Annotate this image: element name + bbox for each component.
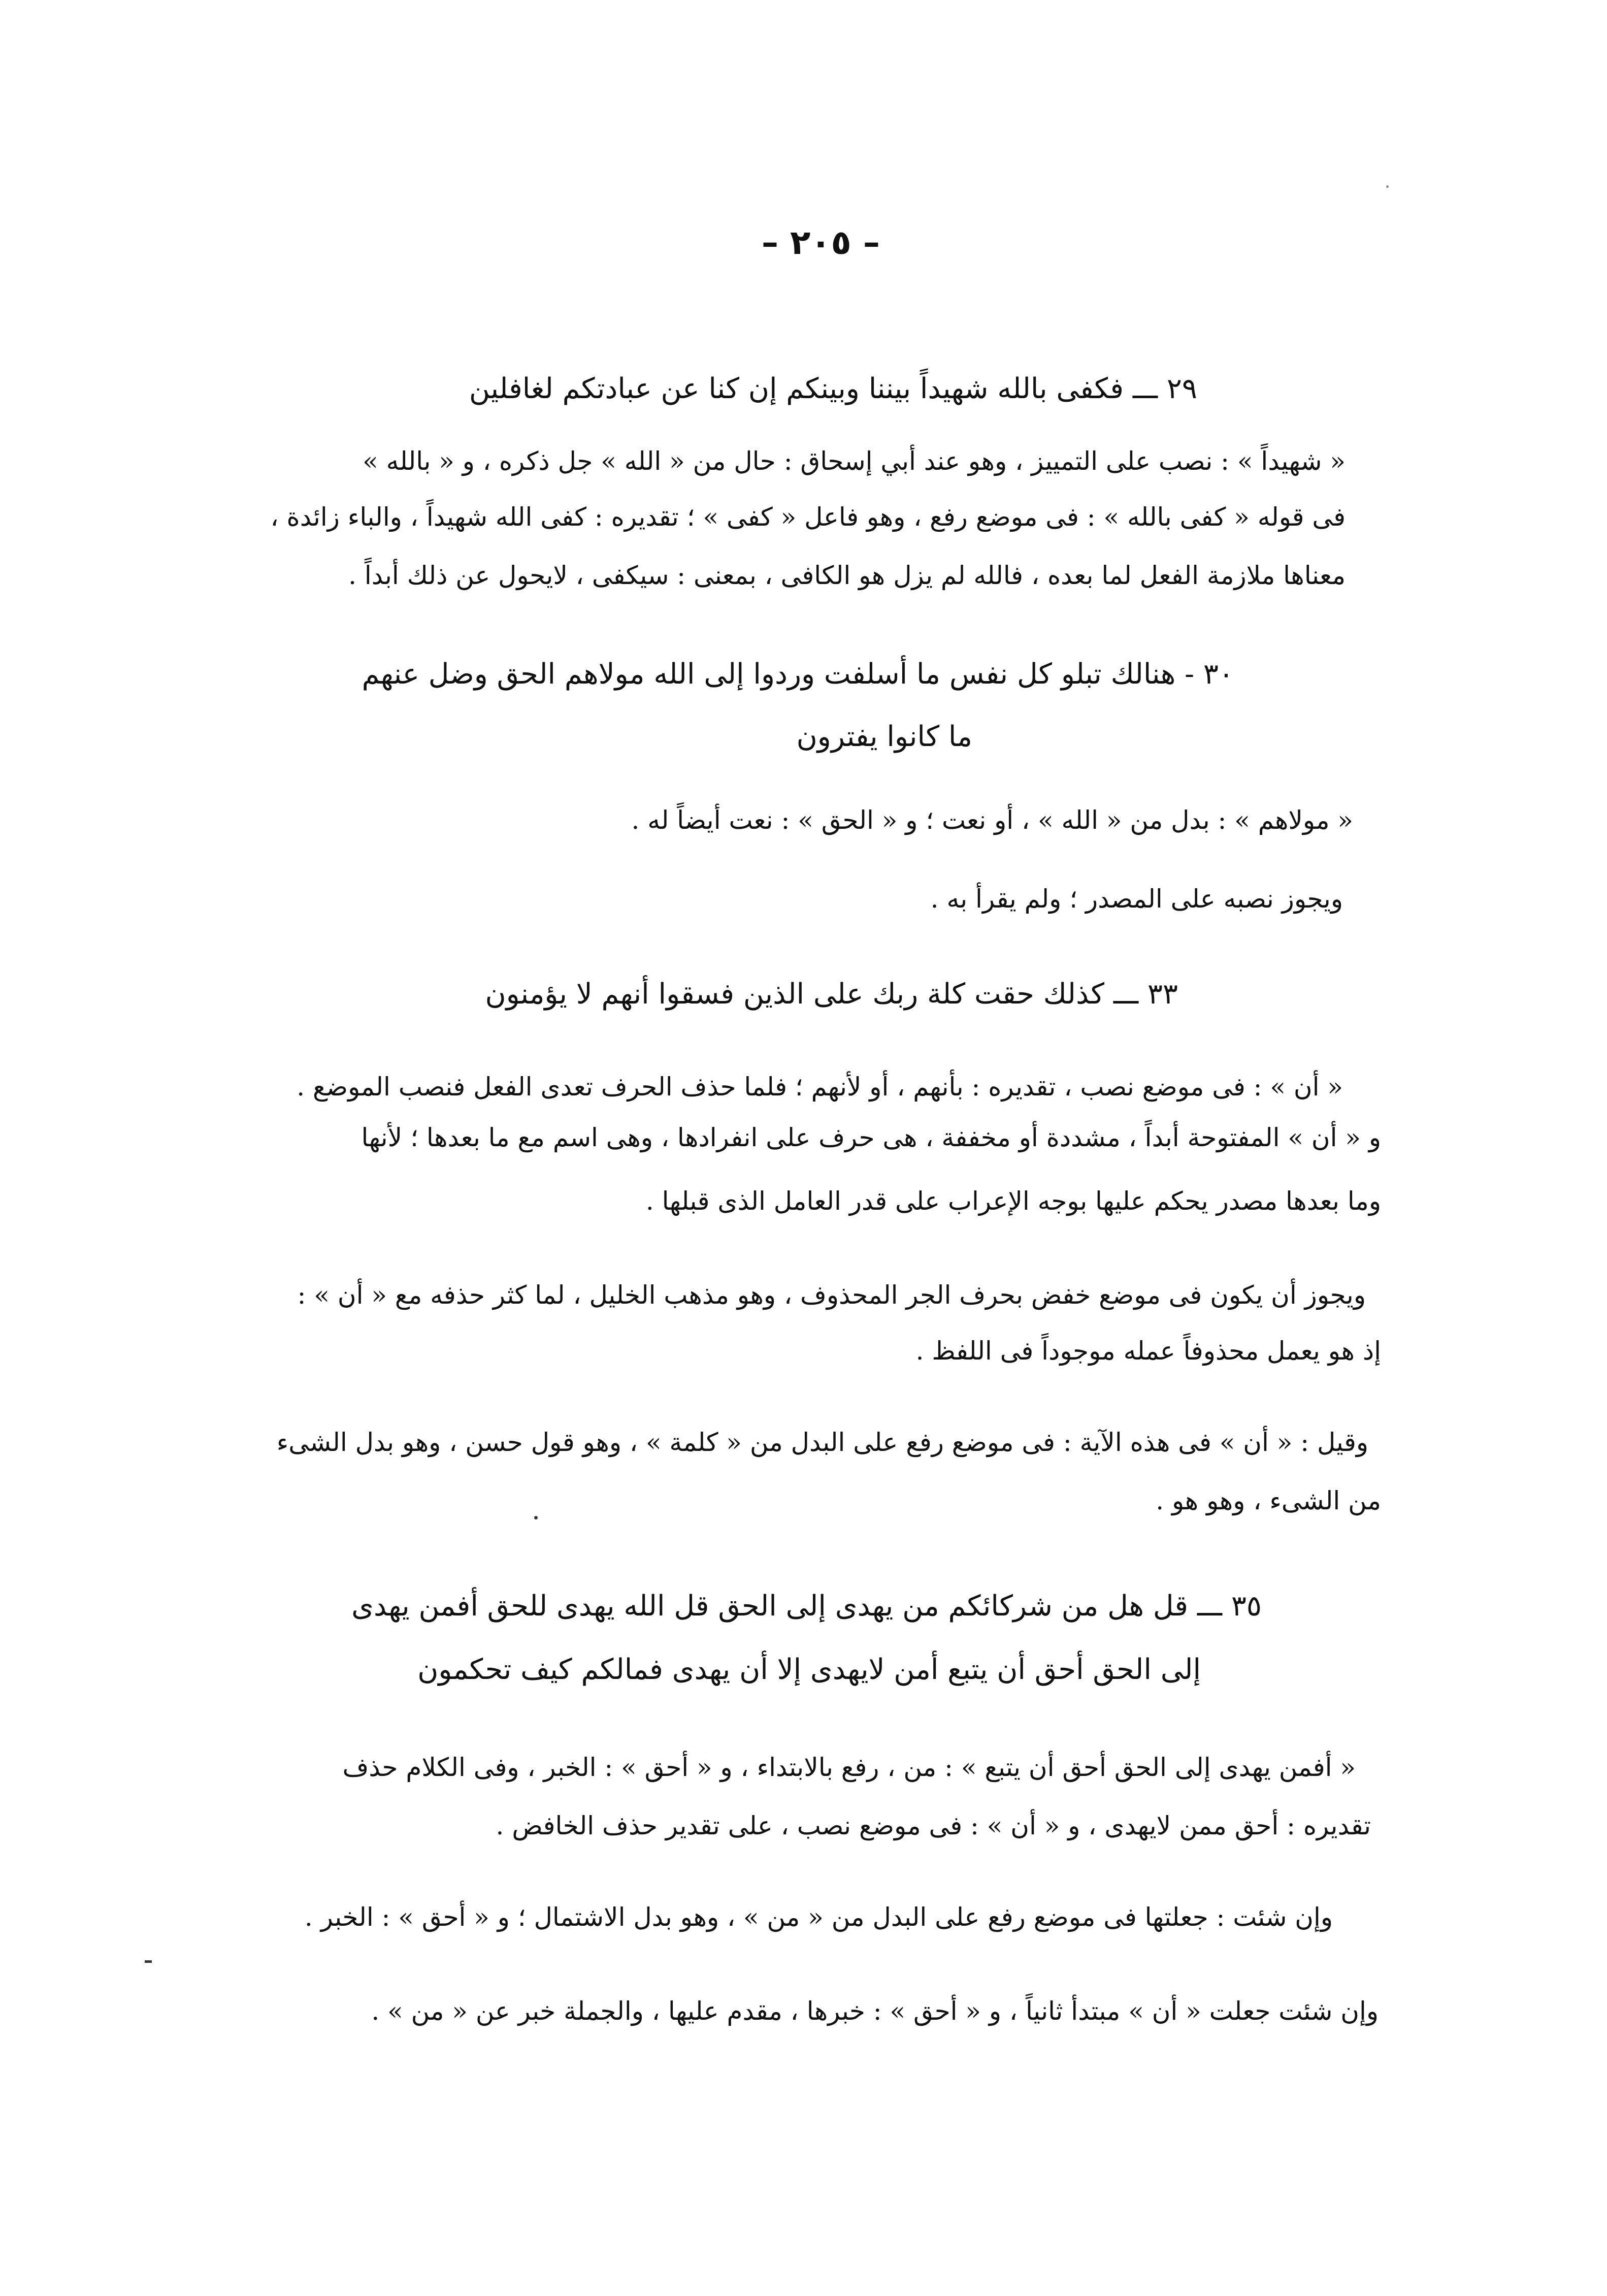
- commentary-line: « مولاهم » : بدل من « الله » ، أو نعت ؛ و « الحق » : نعت أيضاً له .: [631, 805, 1353, 835]
- verse-30-line: ما كانوا يفترون: [796, 720, 972, 753]
- commentary-line: « أن » : فى موضع نصب ، تقديره : بأنهم ، أو لأنهم ؛ فلما حذف الحرف تعدى الفعل فنصب الموضع .: [297, 1072, 1343, 1102]
- verse-29-line: ٢٩ ـــ فكفى بالله شهيداً بيننا وبينكم إن كنا عن عبادتكم لغافلين: [469, 372, 1197, 405]
- commentary-line: وإن شئت جعلت « أن » مبتدأ ثانياً ، و « أحق » : خبرها ، مقدم عليها ، والجملة خبر عن « من » .: [371, 1996, 1379, 2026]
- commentary-line: وما بعدها مصدر يحكم عليها بوجه الإعراب على قدر العامل الذى قبلها .: [645, 1186, 1381, 1216]
- page-number: – ٢٠٥ –: [762, 223, 880, 262]
- commentary-line: و « أن » المفتوحة أبداً ، مشددة أو مخففة ، هى حرف على انفرادها ، وهى اسم مع ما بعدها ؛ لأنها: [361, 1123, 1381, 1152]
- commentary-line: من الشىء ، وهو هو .: [1156, 1486, 1381, 1515]
- verse-35-line: ٣٥ ـــ قل هل من شركائكم من يهدى إلى الحق قل الله يهدى للحق أفمن يهدى: [351, 1590, 1262, 1623]
- commentary-line: ويجوز نصبه على المصدر ؛ ولم يقرأ به .: [930, 884, 1343, 914]
- commentary-line: إذ هو يعمل محذوفاً عمله موجوداً فى اللفظ .: [915, 1336, 1381, 1366]
- commentary-line: وقيل : « أن » فى هذه الآية : فى موضع رفع على البدل من « كلمة » ، وهو قول حسن ، وهو بدل الشىء: [276, 1428, 1368, 1457]
- verse-33-line: ٣٣ ـــ كذلك حقت كلة ربك على الذين فسقوا أنهم لا يؤمنون: [485, 978, 1178, 1011]
- commentary-line: تقديره : أحق ممن لايهدى ، و « أن » : فى موضع نصب ، على تقدير حذف الخافض .: [496, 1811, 1371, 1840]
- commentary-line: وإن شئت : جعلتها فى موضع رفع على البدل من « من » ، وهو بدل الاشتمال ؛ و « أحق » : الخبر .: [304, 1902, 1333, 1932]
- scan-speck: [1386, 185, 1389, 188]
- verse-30-line: ٣٠ - هنالك تبلو كل نفس ما أسلفت وردوا إلى الله مولاهم الحق وضل عنهم: [362, 658, 1234, 691]
- commentary-line: فى قوله « كفى بالله » : فى موضع رفع ، وهو فاعل « كفى » ؛ تقديره : كفى الله شهيداً ، والباء زائدة ،: [270, 502, 1346, 532]
- commentary-line: معناها ملازمة الفعل لما بعده ، فالله لم يزل هو الكافى ، بمعنى : سيكفى ، لايحول عن ذلك أبداً .: [348, 561, 1346, 590]
- scan-speck: [534, 1516, 538, 1519]
- verse-35-line: إلى الحق أحق أن يتبع أمن لايهدى إلا أن يهدى فمالكم كيف تحكمون: [417, 1653, 1201, 1686]
- commentary-line: « شهيداً » : نصب على التمييز ، وهو عند أبي إسحاق : حال من « الله » جل ذكره ، و « بالله »: [363, 446, 1346, 476]
- commentary-line: « أفمن يهدى إلى الحق أحق أن يتبع » : من ، رفع بالابتداء ، و « أحق » : الخبر ، وفى الكلام حذف: [342, 1753, 1356, 1782]
- commentary-line: ويجوز أن يكون فى موضع خفض بحرف الجر المحذوف ، وهو مذهب الخليل ، لما كثر حذفه مع « أن » :: [297, 1280, 1366, 1310]
- scan-mark: [145, 1960, 152, 1963]
